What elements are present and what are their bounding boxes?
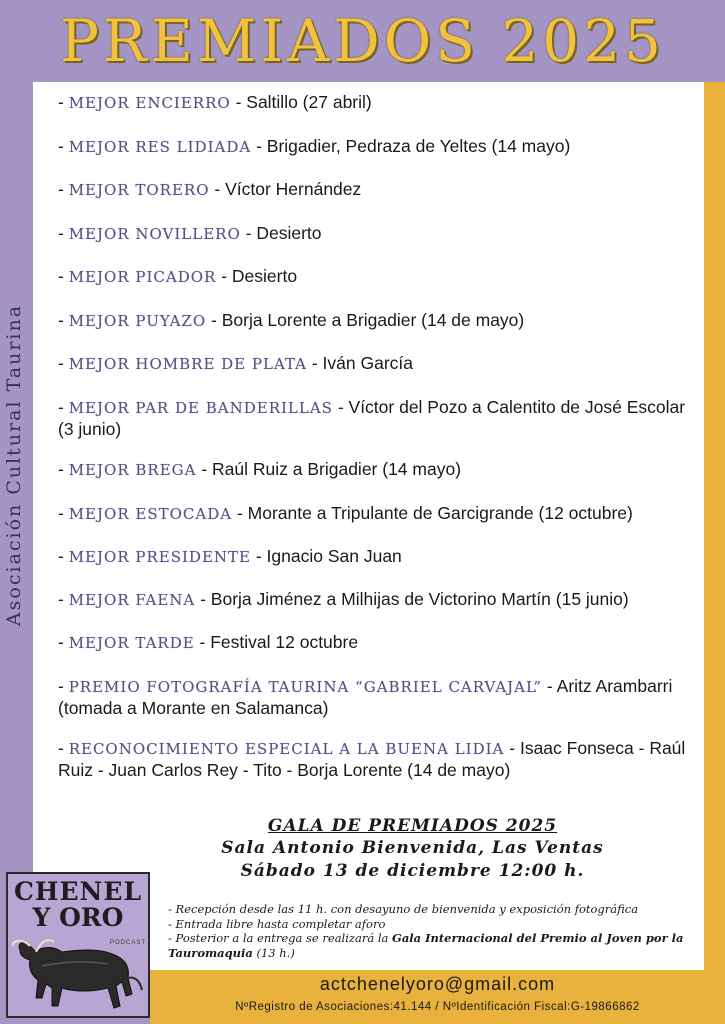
award-separator: -	[216, 266, 232, 286]
note-text: (13 h.)	[252, 945, 295, 960]
note-line: - Entrada libre hasta completar aforo	[168, 916, 386, 931]
award-separator: -	[306, 353, 323, 373]
award-name: MEJOR PICADOR	[68, 268, 217, 286]
award-value: Festival 12 octubre	[210, 632, 359, 652]
award-item: - MEJOR PICADOR - Desierto	[58, 266, 298, 286]
award-item: - MEJOR PRESIDENTE - Ignacio San Juan	[58, 546, 402, 566]
award-value: Iván García	[322, 353, 414, 373]
note-text: - Posterior a la entrega se realizará la	[168, 931, 393, 945]
award-item: - MEJOR TARDE - Festival 12 octubre	[58, 632, 359, 652]
award-item: - PREMIO FOTOGRAFÍA TAURINA “GABRIEL CARVAJAL” - Aritz Arambarri (tomada a Morante en Salamanca)	[58, 676, 673, 718]
award-name: RECONOCIMIENTO ESPECIAL A LA BUENA LIDIA	[68, 740, 505, 758]
award-item: - MEJOR ESTOCADA - Morante a Tripulante de Garcigrande (12 octubre)	[58, 503, 633, 523]
award-item: - MEJOR TORERO - Víctor Hernández	[58, 179, 362, 199]
contact-email: actchenelyoro@gmail.com	[319, 974, 556, 994]
award-item: - MEJOR PAR DE BANDERILLAS - Víctor del Pozo a Calentito de José Escolar (3 junio)	[58, 397, 686, 439]
award-name: MEJOR NOVILLERO	[68, 225, 241, 243]
header	[0, 0, 725, 82]
award-name: MEJOR ESTOCADA	[68, 505, 233, 523]
award-value: Víctor del Pozo a Calentito de José Escolar (3 junio)	[58, 397, 686, 439]
gala-notes	[168, 902, 698, 960]
award-value: Borja Jiménez a Milhijas de Victorino Martín (15 junio)	[210, 589, 629, 609]
note-line	[168, 931, 698, 960]
award-name: MEJOR PAR DE BANDERILLAS	[68, 399, 333, 417]
logo-line2: Y ORO	[32, 903, 124, 932]
award-item: - MEJOR FAENA - Borja Jiménez a Milhijas de Victorino Martín (15 junio)	[58, 589, 629, 609]
award-separator: -	[194, 632, 211, 652]
vertical-association-label: Asociación Cultural Taurina	[3, 303, 25, 627]
registry-info: NºRegistro de Asociaciones:41.144 / NºIdentificación Fiscal:G-19866862	[235, 1001, 640, 1013]
logo-tag: PODCAST	[110, 940, 147, 946]
award-name: MEJOR ENCIERRO	[68, 94, 231, 112]
award-name: MEJOR PRESIDENTE	[68, 548, 251, 566]
award-separator: -	[195, 589, 211, 609]
award-name: MEJOR PUYAZO	[68, 312, 207, 330]
award-value: Raúl Ruiz a Brigadier (14 mayo)	[212, 459, 462, 479]
award-item: - RECONOCIMIENTO ESPECIAL A LA BUENA LIDIA - Isaac Fonseca - Raúl Ruiz - Juan Carlos Rey - Tito - Borja Lorente (14 de mayo)	[58, 738, 686, 780]
gala-date: Sábado 13 de diciembre 12:00 h.	[240, 861, 585, 881]
gala-info	[160, 815, 665, 883]
award-item: - MEJOR ENCIERRO - Saltillo (27 abril)	[58, 92, 372, 112]
award-separator: -	[240, 223, 257, 243]
award-item: - MEJOR HOMBRE DE PLATA - Iván García	[58, 353, 414, 373]
chenel-y-oro-logo	[6, 872, 150, 1018]
award-name: MEJOR TORERO	[68, 181, 210, 199]
award-item: - MEJOR BREGA - Raúl Ruiz a Brigadier (14 mayo)	[58, 459, 462, 479]
award-name: MEJOR TARDE	[68, 634, 195, 652]
award-item: - MEJOR NOVILLERO - Desierto	[58, 223, 322, 243]
award-item: - MEJOR PUYAZO - Borja Lorente a Brigadier (14 de mayo)	[58, 310, 525, 330]
award-separator: -	[206, 310, 222, 330]
page-title: PREMIADOS 2025	[59, 7, 666, 75]
award-separator: -	[504, 738, 520, 758]
gold-side-strip	[704, 82, 725, 1024]
award-separator: -	[251, 136, 267, 156]
award-value: Víctor Hernández	[225, 179, 362, 199]
note-line: - Recepción desde las 11 h. con desayuno de bienvenida y exposición fotográfica	[168, 902, 639, 916]
award-name: MEJOR RES LIDIADA	[68, 138, 252, 156]
award-name: MEJOR HOMBRE DE PLATA	[68, 355, 307, 373]
award-value: Borja Lorente a Brigadier (14 de mayo)	[221, 310, 525, 330]
award-value: Desierto	[256, 223, 322, 243]
award-separator: -	[250, 546, 267, 566]
bull-icon	[12, 936, 146, 1012]
logo-line1: CHENEL	[13, 877, 143, 906]
award-separator: -	[332, 397, 349, 417]
gala-title: GALA DE PREMIADOS 2025	[267, 816, 558, 836]
gala-venue: Sala Antonio Bienvenida, Las Ventas	[221, 838, 604, 858]
award-value: Morante a Tripulante de Garcigrande (12 octubre)	[247, 503, 633, 523]
award-name: PREMIO FOTOGRAFÍA TAURINA “GABRIEL CARVAJAL”	[68, 678, 543, 696]
award-separator: -	[209, 179, 226, 199]
award-separator: -	[230, 92, 247, 112]
note-highlight: Gala Internacional del Premio al Joven por la Tauromaquia	[168, 931, 684, 960]
award-name: MEJOR FAENA	[68, 591, 196, 609]
award-value: Desierto	[231, 266, 298, 286]
award-value: Brigadier, Pedraza de Yeltes (14 mayo)	[266, 136, 571, 156]
award-value: Ignacio San Juan	[266, 546, 402, 566]
award-separator: -	[542, 676, 557, 696]
award-separator: -	[196, 459, 213, 479]
award-name: MEJOR BREGA	[68, 461, 197, 479]
award-value: Saltillo (27 abril)	[246, 92, 372, 112]
award-separator: -	[232, 503, 248, 523]
award-value: Isaac Fonseca - Raúl Ruiz - Juan Carlos Rey - Tito - Borja Lorente (14 de mayo)	[58, 738, 686, 780]
award-value: Aritz Arambarri (tomada a Morante en Salamanca)	[58, 676, 673, 718]
award-item: - MEJOR RES LIDIADA - Brigadier, Pedraza de Yeltes (14 mayo)	[58, 136, 571, 156]
